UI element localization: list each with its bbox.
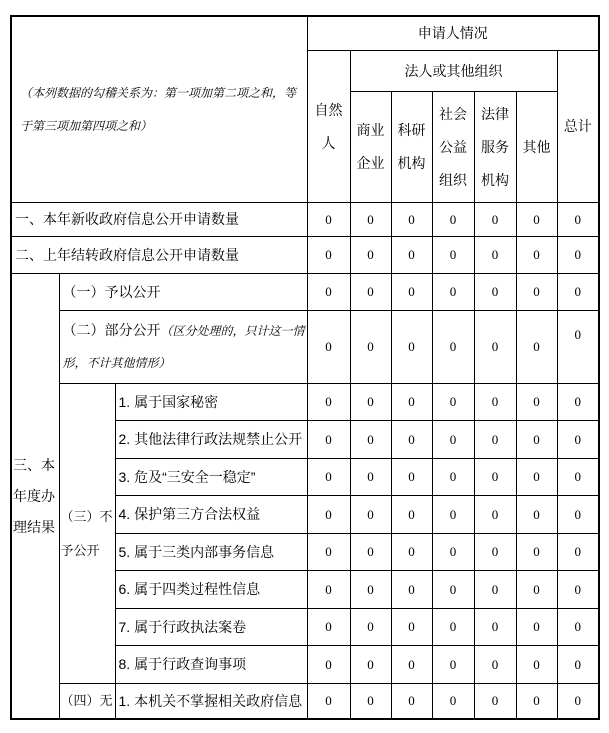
data-cell: 0 bbox=[432, 384, 474, 421]
data-cell: 0 bbox=[307, 459, 350, 496]
col-header-legal-service-org: 法律服务机构 bbox=[474, 92, 516, 203]
data-cell: 0 bbox=[350, 534, 391, 571]
col-header-other: 其他 bbox=[516, 92, 557, 203]
data-cell: 0 bbox=[391, 274, 432, 311]
data-cell: 0 bbox=[432, 646, 474, 684]
row-label: 8. 属于行政查询事项 bbox=[115, 646, 307, 684]
data-cell: 0 bbox=[350, 203, 391, 237]
data-cell: 0 bbox=[474, 609, 516, 646]
data-cell: 0 bbox=[516, 274, 557, 311]
data-cell: 0 bbox=[516, 421, 557, 459]
row-state-secret bbox=[11, 384, 599, 421]
data-cell: 0 bbox=[350, 459, 391, 496]
data-cell: 0 bbox=[516, 646, 557, 684]
data-cell: 0 bbox=[307, 534, 350, 571]
data-cell: 0 bbox=[350, 496, 391, 534]
row-label: 6. 属于四类过程性信息 bbox=[115, 571, 307, 609]
row-partially-disclosed bbox=[11, 311, 599, 384]
data-cell: 0 bbox=[432, 684, 474, 720]
data-cell: 0 bbox=[557, 571, 599, 609]
data-cell: 0 bbox=[307, 496, 350, 534]
data-cell: 0 bbox=[516, 459, 557, 496]
data-cell: 0 bbox=[557, 496, 599, 534]
data-cell: 0 bbox=[474, 203, 516, 237]
data-cell: 0 bbox=[516, 534, 557, 571]
row-label: 5. 属于三类内部事务信息 bbox=[115, 534, 307, 571]
applicant-status-header: 申请人情况 bbox=[307, 16, 599, 51]
col-header-social-public-org: 社会公益组织 bbox=[432, 92, 474, 203]
data-cell: 0 bbox=[516, 684, 557, 720]
data-cell: 0 bbox=[432, 274, 474, 311]
data-cell: 0 bbox=[516, 609, 557, 646]
data-cell: 0 bbox=[307, 609, 350, 646]
row-label: 二、上年结转政府信息公开申请数量 bbox=[11, 237, 307, 274]
data-cell: 0 bbox=[432, 203, 474, 237]
data-cell: 0 bbox=[391, 311, 432, 384]
data-cell: 0 bbox=[307, 646, 350, 684]
data-cell: 0 bbox=[474, 534, 516, 571]
data-cell: 0 bbox=[391, 203, 432, 237]
data-cell: 0 bbox=[307, 571, 350, 609]
data-cell: 0 bbox=[432, 496, 474, 534]
row-carried-over bbox=[11, 237, 599, 274]
data-cell: 0 bbox=[432, 237, 474, 274]
data-cell: 0 bbox=[350, 684, 391, 720]
data-cell: 0 bbox=[432, 311, 474, 384]
section-label-annual-results: 三、本年度办理结果 bbox=[11, 274, 59, 720]
header-row-1 bbox=[11, 16, 599, 51]
org-group-header: 法人或其他组织 bbox=[350, 51, 557, 92]
row-label: 2. 其他法律行政法规禁止公开 bbox=[115, 421, 307, 459]
data-cell: 0 bbox=[307, 237, 350, 274]
data-cell: 0 bbox=[350, 237, 391, 274]
data-cell: 0 bbox=[474, 684, 516, 720]
data-cell: 0 bbox=[557, 459, 599, 496]
data-cell: 0 bbox=[350, 571, 391, 609]
data-cell: 0 bbox=[391, 421, 432, 459]
data-cell: 0 bbox=[432, 421, 474, 459]
data-cell: 0 bbox=[350, 421, 391, 459]
row-label: 一、本年新收政府信息公开申请数量 bbox=[11, 203, 307, 237]
col-header-research-institution: 科研机构 bbox=[391, 92, 432, 203]
data-cell: 0 bbox=[307, 384, 350, 421]
row-label: 4. 保护第三方合法权益 bbox=[115, 496, 307, 534]
data-cell: 0 bbox=[350, 274, 391, 311]
data-cell: 0 bbox=[391, 237, 432, 274]
data-cell: 0 bbox=[391, 571, 432, 609]
col-header-total: 总计 bbox=[557, 51, 599, 203]
data-cell: 0 bbox=[474, 274, 516, 311]
row-label bbox=[59, 311, 307, 384]
data-cell: 0 bbox=[350, 609, 391, 646]
data-cell: 0 bbox=[557, 237, 599, 274]
data-cell: 0 bbox=[350, 384, 391, 421]
data-cell: 0 bbox=[516, 311, 557, 384]
data-cell: 0 bbox=[516, 237, 557, 274]
info-disclosure-table bbox=[10, 15, 600, 720]
data-cell: 0 bbox=[474, 237, 516, 274]
data-cell: 0 bbox=[516, 496, 557, 534]
data-cell: 0 bbox=[557, 203, 599, 237]
data-cell: 0 bbox=[474, 421, 516, 459]
section-label-none: （四）无 bbox=[59, 684, 115, 720]
row-label: 7. 属于行政执法案卷 bbox=[115, 609, 307, 646]
data-cell: 0 bbox=[350, 311, 391, 384]
row-label: 1. 属于国家秘密 bbox=[115, 384, 307, 421]
data-cell: 0 bbox=[391, 384, 432, 421]
data-cell: 0 bbox=[516, 203, 557, 237]
data-cell: 0 bbox=[557, 384, 599, 421]
section-label-not-disclosed: （三）不予公开 bbox=[59, 384, 115, 684]
data-cell: 0 bbox=[557, 534, 599, 571]
data-cell: 0 bbox=[391, 534, 432, 571]
data-cell: 0 bbox=[307, 274, 350, 311]
row-label: 3. 危及“三安全一稳定” bbox=[115, 459, 307, 496]
row-no-related-info bbox=[11, 684, 599, 720]
data-cell: 0 bbox=[474, 311, 516, 384]
data-cell: 0 bbox=[557, 311, 599, 384]
row-disclosed bbox=[11, 274, 599, 311]
row-label: 1. 本机关不掌握相关政府信息 bbox=[115, 684, 307, 720]
data-cell: 0 bbox=[516, 384, 557, 421]
row-label-text: （二）部分公开 bbox=[62, 322, 161, 338]
data-cell: 0 bbox=[391, 646, 432, 684]
data-cell: 0 bbox=[432, 609, 474, 646]
data-cell: 0 bbox=[557, 646, 599, 684]
data-cell: 0 bbox=[432, 459, 474, 496]
data-cell: 0 bbox=[432, 571, 474, 609]
data-cell: 0 bbox=[391, 609, 432, 646]
data-cell: 0 bbox=[557, 421, 599, 459]
data-cell: 0 bbox=[557, 274, 599, 311]
data-cell: 0 bbox=[391, 684, 432, 720]
corner-note-cell: （本列数据的勾稽关系为：第一项加第二项之和，等于第三项加第四项之和） bbox=[11, 16, 307, 203]
data-cell: 0 bbox=[474, 459, 516, 496]
data-cell: 0 bbox=[474, 646, 516, 684]
data-cell: 0 bbox=[391, 496, 432, 534]
data-cell: 0 bbox=[557, 609, 599, 646]
data-cell: 0 bbox=[432, 534, 474, 571]
data-cell: 0 bbox=[391, 459, 432, 496]
data-cell: 0 bbox=[474, 384, 516, 421]
row-label: （一）予以公开 bbox=[59, 274, 307, 311]
data-cell: 0 bbox=[350, 646, 391, 684]
col-header-natural-person: 自然人 bbox=[307, 51, 350, 203]
data-cell: 0 bbox=[557, 684, 599, 720]
data-cell: 0 bbox=[474, 571, 516, 609]
data-cell: 0 bbox=[307, 203, 350, 237]
row-label-note: （区分处理的，只计这一情形，不计其他情形） bbox=[62, 324, 305, 370]
data-cell: 0 bbox=[516, 571, 557, 609]
data-cell: 0 bbox=[474, 496, 516, 534]
col-header-commercial-enterprise: 商业企业 bbox=[350, 92, 391, 203]
data-cell: 0 bbox=[307, 421, 350, 459]
row-new-requests bbox=[11, 203, 599, 237]
data-cell: 0 bbox=[307, 684, 350, 720]
data-cell: 0 bbox=[307, 311, 350, 384]
